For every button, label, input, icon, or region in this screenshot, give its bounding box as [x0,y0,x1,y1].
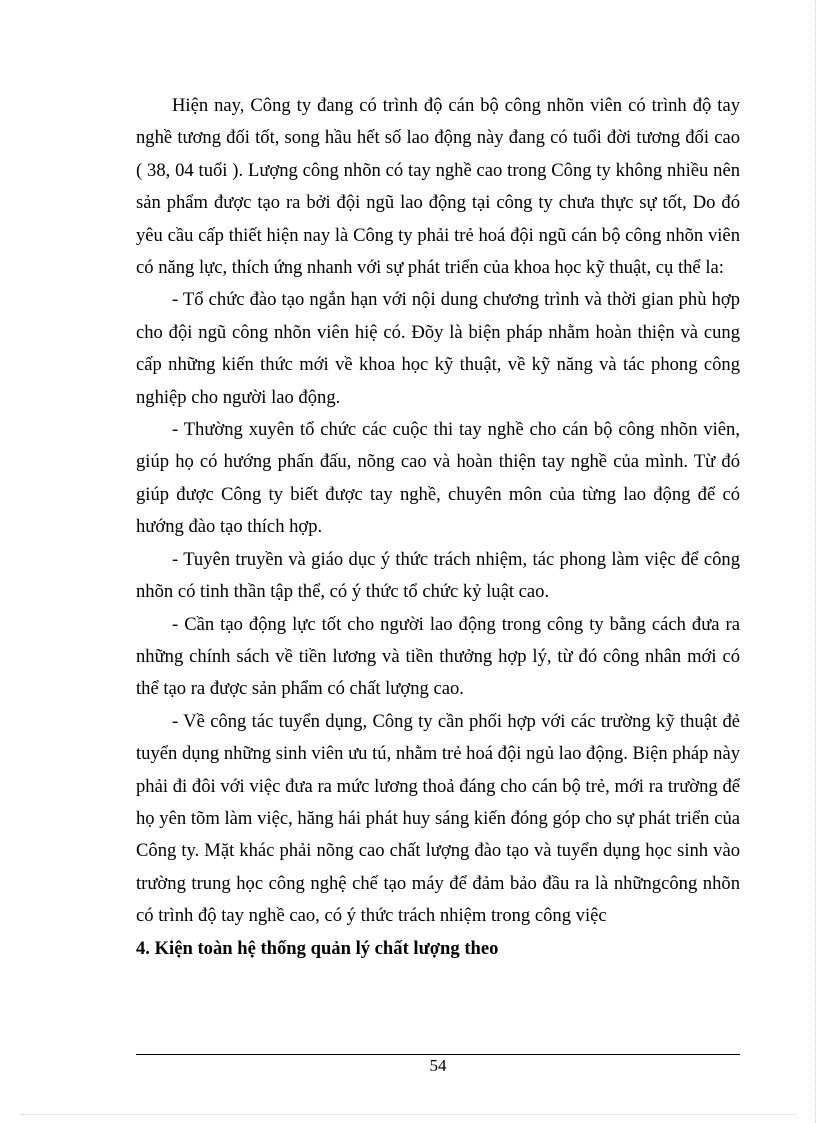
paragraph-bullet-competitions: - Thường xuyên tổ chức các cuộc thi tay nghề cho cán bộ công nhõn viên, giúp họ có hướng phấn đấu, nõng cao và hoàn thiện tay nghề của mình. Từ đó giúp được Công ty biết được tay nghề, chuyên môn của từng lao động để có hướng đào tạo thích hợp. [136,419,740,538]
page-number: 54 [429,1056,447,1075]
paragraph-bullet-awareness: - Tuyên truyền và giáo dục ý thức trách nhiệm, tác phong làm việc để công nhõn có tinh thần tập thể, có ý thức tổ chức kỷ luật cao. [136,548,740,603]
paragraph-bullet-recruitment: - Về công tác tuyển dụng, Công ty cần phối hợp với các trường kỹ thuật đẻ tuyển dụng những sinh viên ưu tú, nhằm trẻ hoá đội ngủ lao động. Biện pháp này phải đi đôi với việc đưa ra mức lương thoả đáng cho cán bộ trẻ, mới ra trường để họ yên tõm làm việc, hăng hái phát huy sáng kiến đóng góp cho sự phát triển của Công ty. Mặt khác phải nõng cao chất lượng đào tạo và tuyển dụng học sinh vào trường trung học công nghệ chế tạo máy để đảm bảo đầu ra là nhữngcông nhõn có trình độ tay nghề cao, có ý thức trách nhiệm trong công việc [136,710,740,927]
section-heading: 4. Kiện toàn hệ thống quản lý chất lượng theo [136,937,499,959]
paragraph-bullet-motivation: - Cần tạo động lực tốt cho người lao động trong công ty bằng cách đưa ra những chính sách về tiền lương và tiền thưởng hợp lý, từ đó công nhân mới có thể tạo ra được sản phẩm có chất lượng cao. [136,613,740,700]
footer-divider [136,1054,740,1055]
paragraph-intro: Hiện nay, Công ty đang có trình độ cán bộ công nhõn viên có trình độ tay nghề tương đối tốt, song hầu hết số lao động này đang có tuổi đời tương đối cao ( 38, 04 tuổi ). Lượng công nhõn có tay nghề cao trong Công ty không nhiều nên sản phẩm được tạo ra bởi đội ngũ lao động tại công ty chưa thực sự tốt, Do đó yêu cầu cấp thiết hiện nay là Công ty phải trẻ hoá đội ngũ cán bộ công nhõn viên có năng lực, thích ứng nhanh với sự phát triển của khoa học kỹ thuật, cụ thể la: [136,95,740,279]
paragraph-bullet-training: - Tổ chức đào tạo ngắn hạn với nội dung chương trình và thời gian phù hợp cho đội ngũ công nhõn viên hiệ có. Đõy là biện pháp nhằm hoàn thiện và cung cấp những kiến thức mới về khoa học kỹ thuật, về kỹ năng và tác phong công nghiệp cho người lao động. [136,289,740,408]
page-bottom-edge [20,1114,796,1115]
document-body [136,90,740,965]
